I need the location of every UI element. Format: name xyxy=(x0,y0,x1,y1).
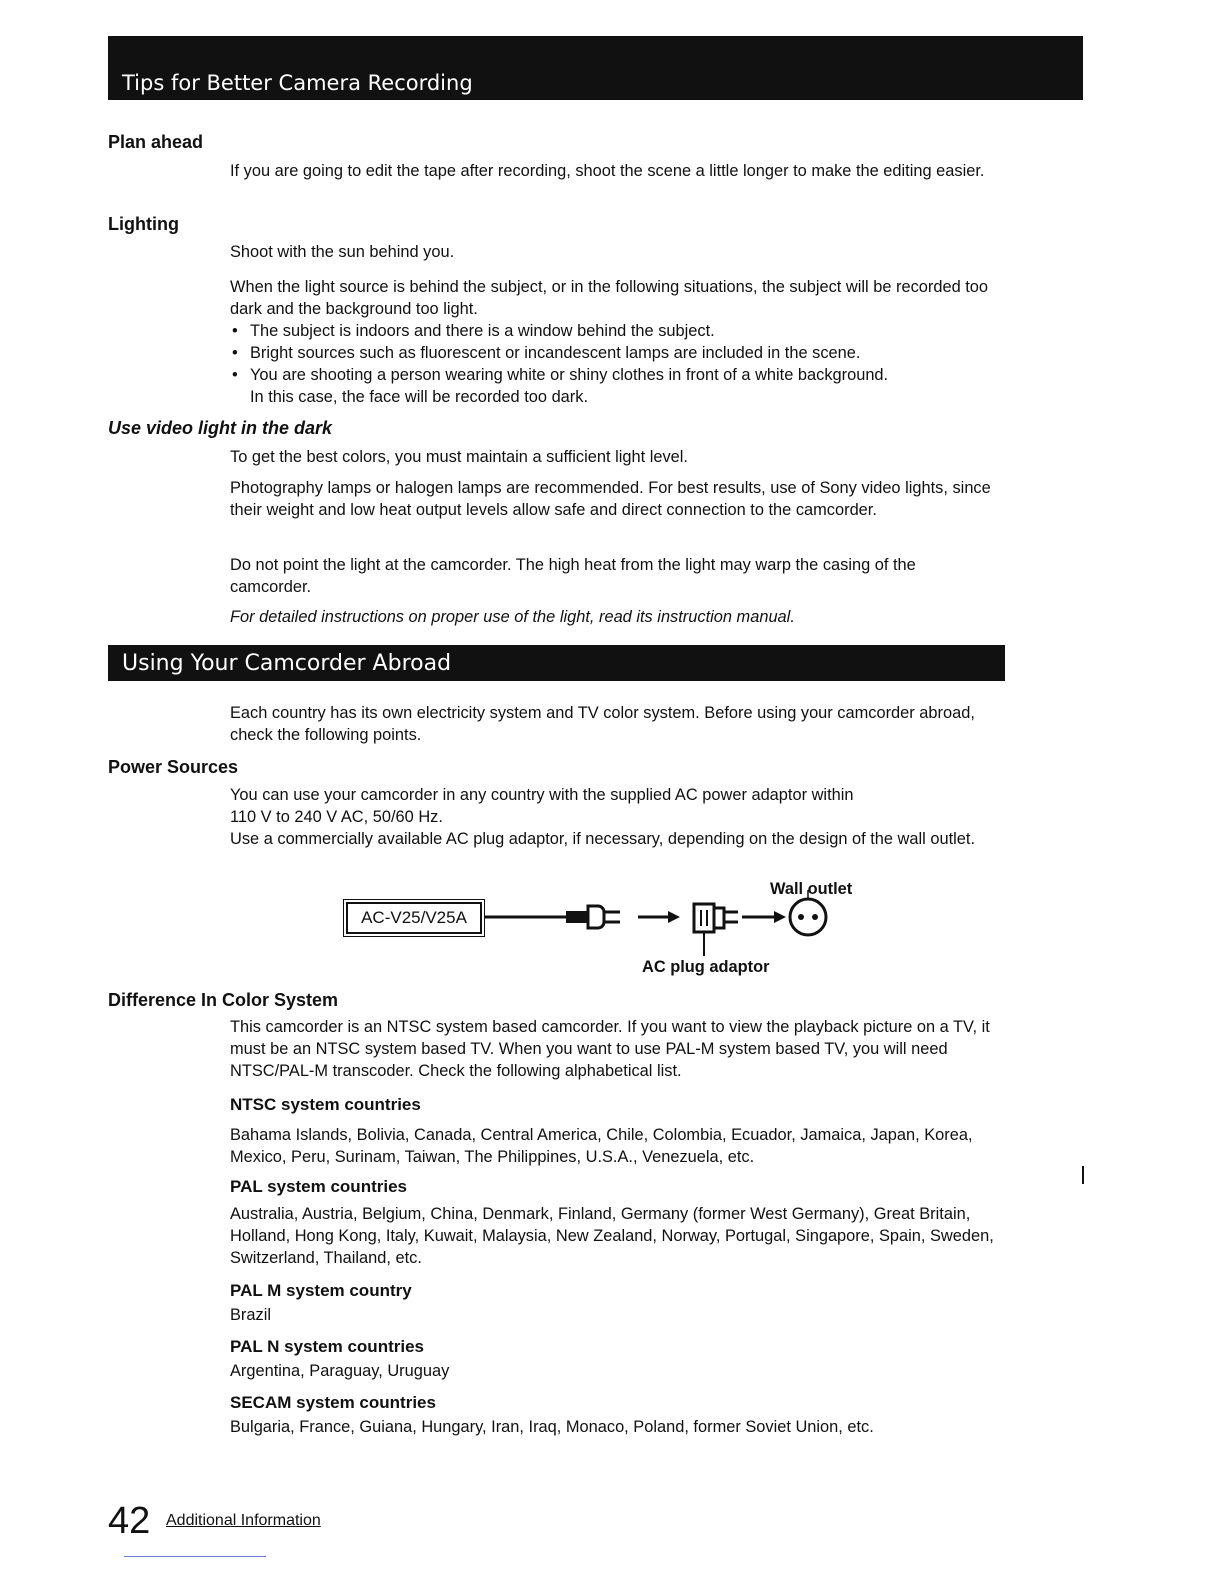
heading-pal-n: PAL N system countries xyxy=(230,1337,424,1356)
plug-adaptor-label: AC plug adaptor xyxy=(642,958,770,976)
video-light-p1: To get the best colors, you must maintain a sufficient light level. xyxy=(230,448,688,466)
page-number: 42 xyxy=(108,1500,151,1542)
video-light-p4: For detailed instructions on proper use of the light, read its instruction manual. xyxy=(230,608,795,626)
heading-secam: SECAM system countries xyxy=(230,1393,436,1412)
lighting-bullet-list xyxy=(230,320,1000,386)
pal-n-country-list: Argentina, Paraguay, Uruguay xyxy=(230,1362,450,1380)
heading-plan-ahead: Plan ahead xyxy=(108,132,204,152)
plan-ahead-text: If you are going to edit the tape after recording, shoot the scene a little longer to make the editing easier. xyxy=(230,162,985,180)
section-title: Tips for Better Camera Recording xyxy=(122,71,473,95)
power-p1-line2: 110 V to 240 V AC, 50/60 Hz. xyxy=(230,808,443,826)
section-banner-tips xyxy=(108,36,1083,100)
heading-power-sources: Power Sources xyxy=(108,757,239,777)
section-banner-abroad xyxy=(108,645,1005,681)
power-p2: Use a commercially available AC plug adaptor, if necessary, depending on the design of the wall outlet. xyxy=(230,830,975,848)
footer-section-label: Additional Information xyxy=(166,1512,321,1529)
abroad-intro: Each country has its own electricity system and TV color system. Before using your camcorder abroad, check the following points. xyxy=(230,704,975,744)
pal-country-list: Australia, Austria, Belgium, China, Denmark, Finland, Germany (former West Germany), Great Britain, Holland, Hong Kong, Italy, Kuwait, Malaysia, New Zealand, Norway, Portugal, Singapore, Spain, Sweden, Switzerland, Thailand, etc. xyxy=(230,1205,994,1267)
lighting-text-1: Shoot with the sun behind you. xyxy=(230,243,455,261)
video-light-p2: Photography lamps or halogen lamps are recommended. For best results, use of Sony video lights, since their weight and low heat output levels allow safe and direct connection to the camcorder. xyxy=(230,479,991,519)
heading-video-light: Use video light in the dark xyxy=(108,418,333,438)
secam-country-list: Bulgaria, France, Guiana, Hungary, Iran, Iraq, Monaco, Poland, former Soviet Union, etc. xyxy=(230,1418,874,1436)
color-system-intro: This camcorder is an NTSC system based camcorder. If you want to view the playback picture on a TV, it must be an NTSC system based TV. When you want to use PAL-M system based TV, you will need NTSC/PAL-M transcoder. Check the following alphabetical list. xyxy=(230,1018,990,1080)
section-title: Using Your Camcorder Abroad xyxy=(122,651,452,676)
video-light-p3: Do not point the light at the camcorder. The high heat from the light may warp the casing of the camcorder. xyxy=(230,556,916,596)
list-item: • Bright sources such as fluorescent or incandescent lamps are included in the scene. xyxy=(230,342,1000,364)
ntsc-country-list: Bahama Islands, Bolivia, Canada, Central America, Chile, Colombia, Ecuador, Jamaica, Japan, Korea, Mexico, Peru, Surinam, Taiwan, The Philippines, U.S.A., Venezuela, etc. xyxy=(230,1126,973,1166)
adaptor-model-label: AC-V25/V25A xyxy=(361,908,467,927)
list-item: • You are shooting a person wearing white or shiny clothes in front of a white background. xyxy=(230,364,1000,386)
plug-adaptor-icon xyxy=(694,904,738,956)
wall-outlet-label: Wall outlet xyxy=(770,880,853,898)
arrow-icon xyxy=(742,911,786,923)
heading-ntsc: NTSC system countries xyxy=(230,1095,421,1114)
margin-mark xyxy=(1082,1166,1084,1184)
power-p1-line1: You can use your camcorder in any country with the supplied AC power adaptor within xyxy=(230,786,854,804)
ac-plug-icon xyxy=(566,906,620,928)
wall-outlet-icon xyxy=(790,890,826,935)
heading-color-system: Difference In Color System xyxy=(108,990,339,1010)
heading-lighting: Lighting xyxy=(108,214,179,234)
lighting-text-2: When the light source is behind the subject, or in the following situations, the subject will be recorded too dark and the background too light. xyxy=(230,278,989,318)
plug-connection-diagram xyxy=(480,890,850,960)
pal-m-country-list: Brazil xyxy=(230,1306,271,1324)
arrow-icon xyxy=(638,911,680,923)
heading-pal: PAL system countries xyxy=(230,1177,407,1196)
adaptor-model-box xyxy=(346,902,482,934)
list-item: • The subject is indoors and there is a window behind the subject. xyxy=(230,320,1000,342)
lighting-note: In this case, the face will be recorded too dark. xyxy=(250,388,589,406)
heading-pal-m: PAL M system country xyxy=(230,1281,412,1300)
footer-rule xyxy=(124,1556,266,1557)
